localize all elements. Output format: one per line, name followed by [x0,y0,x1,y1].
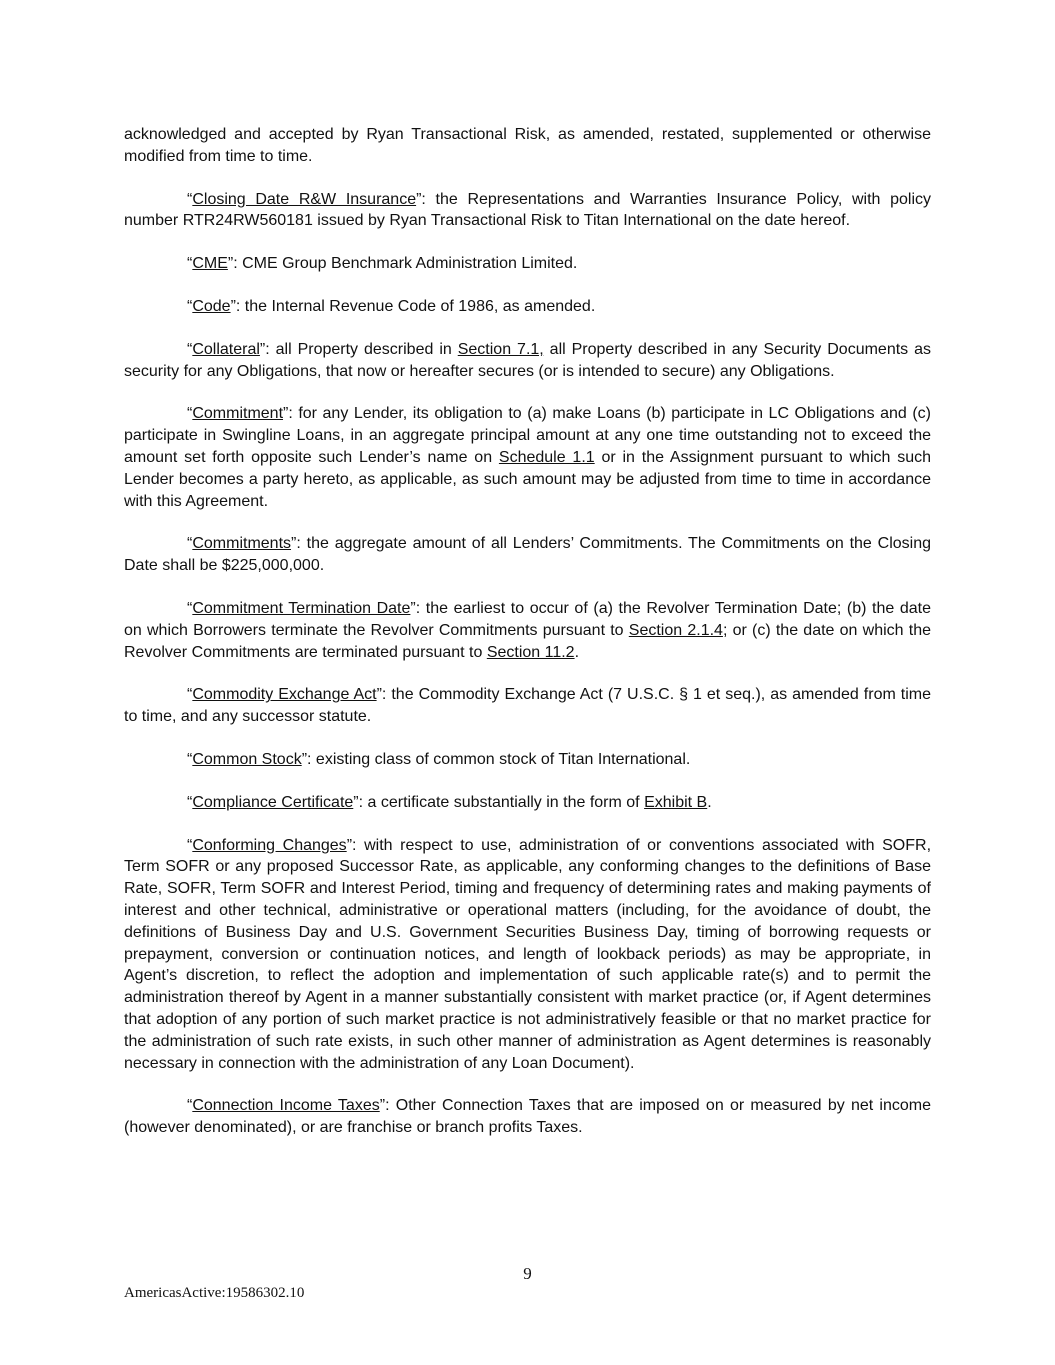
definition-separator: ”: [410,599,426,617]
definition-paragraph: “Commitment Termination Date”: the earliest to occur of (a) the Revolver Termination Date; (b) the date on which Borrowers terminate the Revolver Commitments pursuant to Section 2.1.4; or (c) the date on which the Revolver Commitments are terminated pursuant to Section 11.2. [124,599,932,661]
definition-separator: ”: [416,190,436,208]
definition-text: the Representations and Warranties Insurance Policy, with policy number RTR24RW560181 issued by Ryan Transactional Risk to Titan International on the date hereof. [124,190,932,230]
definition-text: all Property described in any Security Documents as security for any Obligations, that now or hereafter secures (or is intended to secure) any Obligations. [124,340,932,380]
definition-text: the earliest to occur of (a) the Revolver Termination Date; (b) the date on which Borrowers terminate the Revolver Commitments pursuant to [124,599,932,639]
definition-separator: ”: [346,836,365,854]
definition-paragraph: “Commitments”: the aggregate amount of all Lenders’ Commitments. The Commitments on the Closing Date shall be $225,000,000. [124,535,932,575]
cross-reference: Section 7.1, [457,340,544,358]
definition-text: existing class of common stock of Titan International. [315,750,691,768]
definition-separator: ”: [259,340,276,358]
definition-text: the Commodity Exchange Act (7 U.S.C. § 1 et seq.), as amended from time to time, and any successor statute. [124,686,931,726]
definition-text: CME Group Benchmark Administration Limited. [242,255,578,273]
defined-term: Common Stock [192,750,302,768]
definition-separator: ”: [353,793,368,811]
defined-term: Code [192,297,231,315]
definition-separator: ”: [291,535,307,553]
definition-separator: ”: [301,750,316,768]
defined-term: Commitments [192,535,292,553]
defined-term: Closing Date R&W Insurance [192,190,417,208]
defined-term: Connection Income Taxes [192,1097,380,1115]
defined-term: CME [192,255,228,273]
definition-paragraph: “Conforming Changes”: with respect to use, administration of or conventions associated with SOFR, Term SOFR or any proposed Successor Rate, as applicable, any conforming changes to the definitions of Base Rate, SOFR, Term SOFR and Interest Period, timing and frequency of determining rates and making payments of interest and other technical, administrative or operational matters (including, for the avoidance of doubt, the definitions of Business Day and U.S. Government Securities Business Day, timing of borrowing requests or prepayment, conversion or continuation notices, and length of lookback periods) as may be appropriate, in Agent’s discretion, to reflect the adoption and implementation of such applicable rate(s) and to permit the administration thereof by Agent in a manner substantially consistent with market practice (or, if Agent determines that adoption of any portion of such market practice is not administratively feasible or that no market practice for the administration of such rate exists, in such other manner of administration as Agent determines is reasonably necessary in connection with the administration of any Loan Document). [124,836,932,1072]
definition-separator: ”: [376,686,392,704]
defined-term: Commitment Termination Date [192,599,411,617]
definition-separator: ”: [227,255,243,273]
definition-text: all Property described in [275,340,458,358]
definition-separator: ”: [283,405,299,423]
definition-paragraph: “CME”: CME Group Benchmark Administration Limited. [187,255,578,273]
defined-term: Collateral [192,340,260,358]
definition-text: . [574,643,580,661]
definition-text: or in the Assignment pursuant to which such Lender becomes a party hereto, as applicable, as such amount may be adjusted from time to time in accordance with this Agreement. [124,448,932,510]
cross-reference: Section 11.2 [486,643,575,661]
definition-text: with respect to use, administration of or conventions associated with SOFR, Term SOFR or any proposed Successor Rate, as applicable, any conforming changes to the definitions of Base Rate, SOFR, Term SOFR and Interest Period, timing and frequency of determining rates and making payments of interest and other technical, administrative or operational matters (including, for the avoidance of doubt, the definitions of Business Day and U.S. Government Securities Business Day, timing of borrowing requests or prepayment, conversion or continuation notices, and length of lookback periods) as may be appropriate, in Agent’s discretion, to reflect the adoption and implementation of such applicable rate(s) and to permit the administration thereof by Agent in a manner substantially consistent with market practice (or, if Agent determines that adoption of any portion of such market practice is not administratively feasible or that no market practice for the administration of such rate exists, in such other manner of administration as Agent determines is reasonably necessary in connection with the administration of any Loan Document). [124,836,932,1072]
definition-text: the Internal Revenue Code of 1986, as amended. [244,297,596,315]
definition-paragraph: “Commitment”: for any Lender, its obligation to (a) make Loans (b) participate in LC Obligations and (c) participate in Swingline Loans, in an aggregate principal amount at any one time outstanding not to exceed the amount set forth opposite such Lender’s name on Schedule 1.1 or in the Assignment pursuant to which such Lender becomes a party hereto, as applicable, as such amount may be adjusted from time to time in accordance with this Agreement. [124,405,932,510]
cross-reference: Schedule 1.1 [498,448,595,466]
definition-text: a certificate substantially in the form of [367,793,645,811]
cross-reference: Exhibit B [644,793,708,811]
definition-text: ; or (c) the date on which the Revolver Commitments are terminated pursuant to [124,621,931,661]
defined-term: Commodity Exchange Act [192,686,377,704]
definition-text: Other Connection Taxes that are imposed on or measured by net income (however denominated), or are franchise or branch profits Taxes. [124,1097,932,1137]
definition-paragraph: “Connection Income Taxes”: Other Connection Taxes that are imposed on or measured by net income (however denominated), or are franchise or branch profits Taxes. [124,1097,932,1137]
definition-paragraph: “Common Stock”: existing class of common stock of Titan International. [187,750,691,768]
definition-paragraph: “Compliance Certificate”: a certificate substantially in the form of Exhibit B. [187,793,712,811]
defined-term: Conforming Changes [192,836,347,854]
definition-separator: ”: [230,297,245,315]
continuation-paragraph: acknowledged and accepted by Ryan Transactional Risk, as amended, restated, supplemented or otherwise modified from time to time. [124,126,931,165]
definition-text: . [707,793,712,811]
document-id: AmericasActive:19586302.10 [124,1285,305,1301]
definition-separator: ”: [379,1097,396,1115]
defined-term: Compliance Certificate [192,793,354,811]
definition-paragraph: “Closing Date R&W Insurance”: the Representations and Warranties Insurance Policy, with policy number RTR24RW560181 issued by Ryan Transactional Risk to Titan International on the date hereof. [124,190,932,230]
page-number: 9 [523,1264,532,1283]
cross-reference: Section 2.1.4 [628,621,723,639]
definition-paragraph: “Commodity Exchange Act”: the Commodity Exchange Act (7 U.S.C. § 1 et seq.), as amended from time to time, and any successor statute. [124,686,931,726]
definition-paragraph: “Collateral”: all Property described in Section 7.1, all Property described in any Security Documents as security for any Obligations, that now or hereafter secures (or is intended to secure) any Obligations. [124,340,932,380]
defined-term: Commitment [192,405,284,423]
definition-paragraph: “Code”: the Internal Revenue Code of 1986, as amended. [187,297,596,315]
definition-text: the aggregate amount of all Lenders’ Commitments. The Commitments on the Closing Date shall be $225,000,000. [124,535,932,575]
definitions-list [124,189,931,1139]
definition-text: for any Lender, its obligation to (a) make Loans (b) participate in LC Obligations and (c) participate in Swingline Loans, in an aggregate principal amount at any one time outstanding not to exceed the amount set forth opposite such Lender’s name on [124,405,932,466]
page-body [124,124,931,1160]
